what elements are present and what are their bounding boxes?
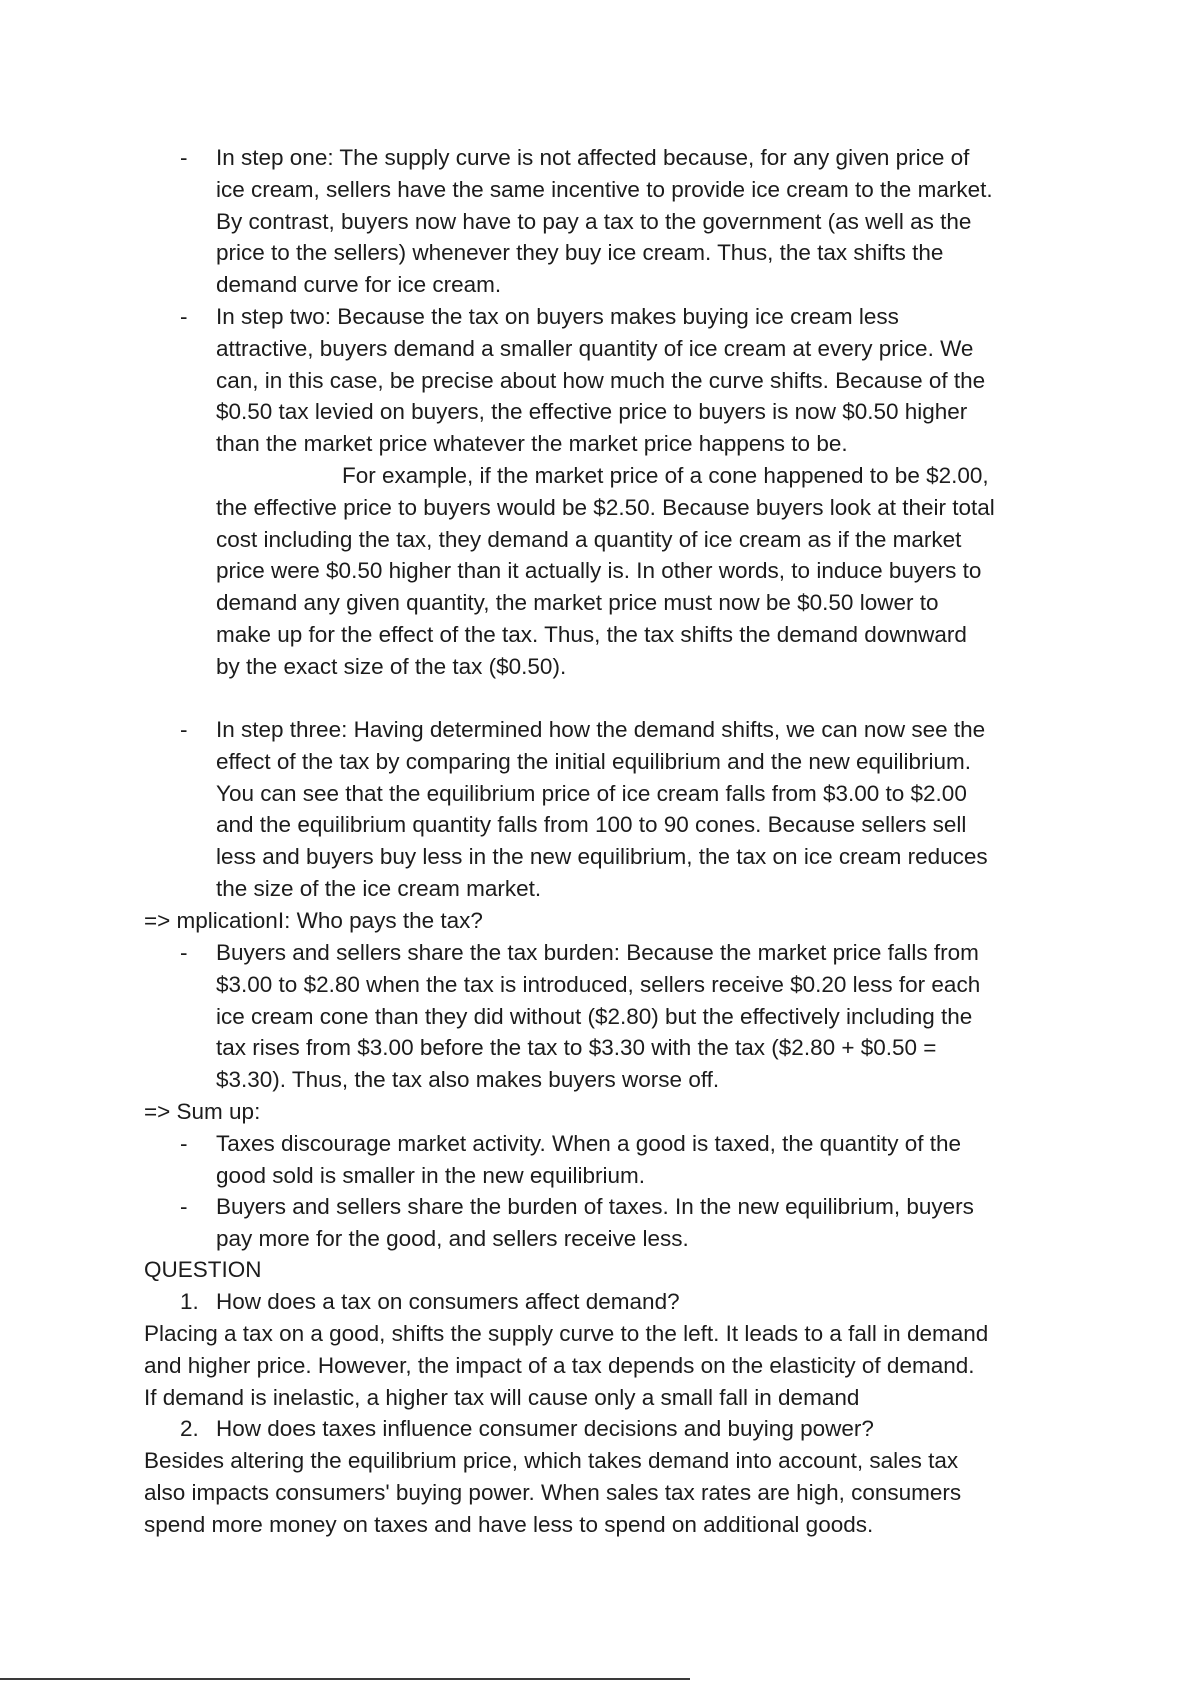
- text-line: Taxes discourage market activity. When a good is taxed, the quantity of the: [216, 1131, 961, 1156]
- text-line: the effective price to buyers would be $2.50. Because buyers look at their total: [216, 494, 995, 520]
- text-line: ice cream, sellers have the same incentive to provide ice cream to the market.: [216, 176, 993, 202]
- text-line: For example, if the market price of a cone happened to be $2.00,: [342, 462, 989, 488]
- bullet-marker: -: [180, 717, 188, 742]
- question-number: 2.: [180, 1416, 199, 1441]
- text-line: cost including the tax, they demand a quantity of ice cream as if the market: [216, 526, 962, 552]
- question-heading: QUESTION: [144, 1257, 262, 1282]
- bullet-marker: -: [180, 1131, 188, 1156]
- text-line: than the market price whatever the market price happens to be.: [216, 431, 848, 457]
- text-line: less and buyers buy less in the new equilibrium, the tax on ice cream reduces: [216, 844, 988, 870]
- question-1: How does a tax on consumers affect demand?: [216, 1289, 680, 1314]
- step-two-bullet: [216, 301, 1096, 683]
- text-line: the size of the ice cream market.: [216, 875, 542, 901]
- question-number: 1.: [180, 1289, 199, 1314]
- text-line: If demand is inelastic, a higher tax will cause only a small fall in demand: [144, 1384, 860, 1410]
- text-line: Buyers and sellers share the burden of taxes. In the new equilibrium, buyers: [216, 1194, 974, 1219]
- text-line: Placing a tax on a good, shifts the supply curve to the left. It leads to a fall in demand: [144, 1321, 989, 1346]
- step-three-bullet: [216, 714, 1096, 905]
- text-line: pay more for the good, and sellers receive less.: [216, 1225, 689, 1251]
- text-line: $0.50 tax levied on buyers, the effective price to buyers is now $0.50 higher: [216, 399, 968, 425]
- text-line: can, in this case, be precise about how much the curve shifts. Because of the: [216, 367, 986, 393]
- text-line: effect of the tax by comparing the initial equilibrium and the new equilibrium.: [216, 748, 972, 774]
- text-line: make up for the effect of the tax. Thus, the tax shifts the demand downward: [216, 621, 967, 647]
- text-line: demand curve for ice cream.: [216, 272, 502, 298]
- text-line: attractive, buyers demand a smaller quantity of ice cream at every price. We: [216, 335, 974, 361]
- bullet-marker: -: [180, 1194, 188, 1219]
- bullet-marker: -: [180, 940, 188, 965]
- text-line: In step three: Having determined how the demand shifts, we can now see the: [216, 717, 986, 742]
- text-line: ice cream cone than they did without ($2.80) but the effectively including the: [216, 1003, 973, 1029]
- text-line: and the equilibrium quantity falls from 100 to 90 cones. Because sellers sell: [216, 812, 967, 838]
- implication-bullet: [216, 937, 1096, 1096]
- answer-2: [144, 1445, 961, 1540]
- text-line: price were $0.50 higher than it actually is. In other words, to induce buyers to: [216, 558, 982, 584]
- text-line: good sold is smaller in the new equilibrium.: [216, 1162, 645, 1188]
- sum-up-heading: => Sum up:: [144, 1099, 261, 1124]
- text-line: You can see that the equilibrium price of ice cream falls from $3.00 to $2.00: [216, 780, 967, 806]
- page-bottom-rule: [0, 1678, 690, 1680]
- text-line: price to the sellers) whenever they buy ice cream. Thus, the tax shifts the: [216, 240, 944, 266]
- bullet-marker: -: [180, 304, 188, 329]
- text-line: spend more money on taxes and have less to spend on additional goods.: [144, 1511, 874, 1537]
- question-2: How does taxes influence consumer decisions and buying power?: [216, 1416, 874, 1441]
- text-line: In step two: Because the tax on buyers makes buying ice cream less: [216, 304, 899, 329]
- step-one-bullet: [216, 142, 1096, 301]
- text-line: $3.30). Thus, the tax also makes buyers worse off.: [216, 1067, 720, 1093]
- answer-1: [144, 1318, 988, 1413]
- bullet-marker: -: [180, 145, 188, 170]
- sum-up-item: [216, 1128, 1096, 1192]
- text-line: demand any given quantity, the market price must now be $0.50 lower to: [216, 590, 939, 616]
- text-line: Besides altering the equilibrium price, which takes demand into account, sales tax: [144, 1448, 959, 1473]
- text-line: and higher price. However, the impact of a tax depends on the elasticity of demand.: [144, 1352, 975, 1378]
- text-line: also impacts consumers' buying power. When sales tax rates are high, consumers: [144, 1479, 962, 1505]
- text-line: $3.00 to $2.80 when the tax is introduced, sellers receive $0.20 less for each: [216, 971, 981, 997]
- text-line: tax rises from $3.00 before the tax to $3.30 with the tax ($2.80 + $0.50 =: [216, 1035, 937, 1061]
- text-line: by the exact size of the tax ($0.50).: [216, 653, 567, 679]
- text-line: By contrast, buyers now have to pay a tax to the government (as well as the: [216, 208, 972, 234]
- text-line: Buyers and sellers share the tax burden: Because the market price falls from: [216, 940, 979, 965]
- implication-heading: => mplicationI: Who pays the tax?: [144, 908, 483, 933]
- text-line: In step one: The supply curve is not affected because, for any given price of: [216, 145, 970, 170]
- sum-up-item: [216, 1191, 1096, 1255]
